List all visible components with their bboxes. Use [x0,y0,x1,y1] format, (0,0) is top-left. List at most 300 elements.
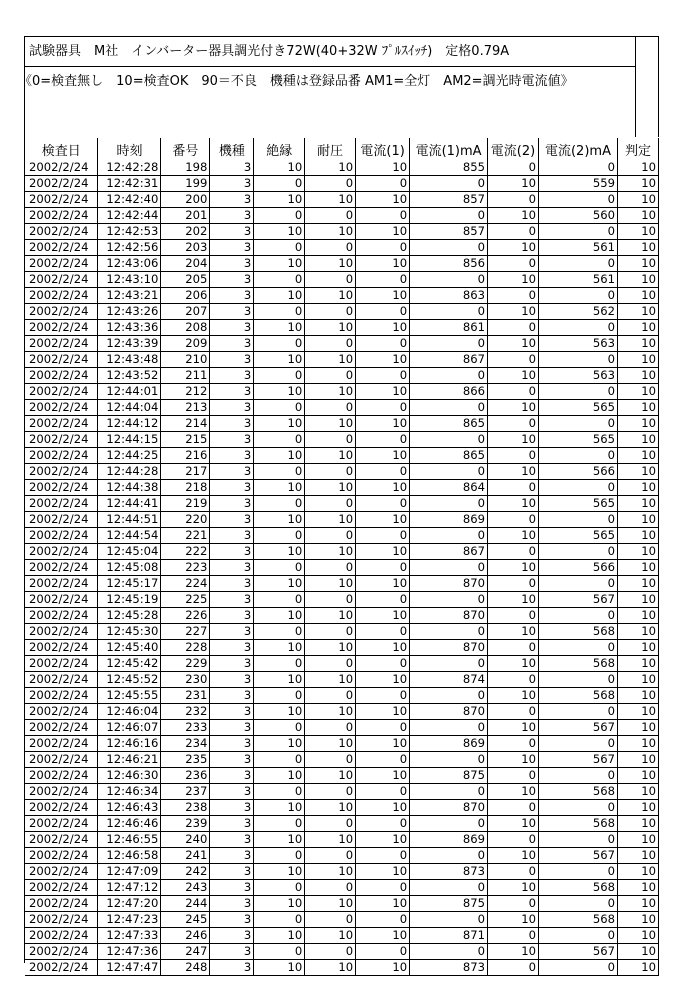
table-cell: 0 [488,576,539,592]
table-cell: 3 [210,624,254,640]
table-cell: 12:44:12 [98,416,161,432]
table-cell: 2002/2/24 [25,848,98,864]
table-cell: 870 [410,576,488,592]
table-cell: 3 [210,176,254,192]
table-cell: 12:46:46 [98,816,161,832]
table-cell: 12:45:42 [98,656,161,672]
table-cell: 2002/2/24 [25,400,98,416]
table-cell: 861 [410,320,488,336]
column-header: 電流(1) [356,138,410,160]
table-cell: 2002/2/24 [25,528,98,544]
table-cell: 10 [356,544,410,560]
sheet-title: 試験器具 M社 インバーター器具調光付き72W(40+32W ﾌﾟﾙｽｲｯﾁ) 定格0.79A [25,37,635,67]
table-cell: 10 [488,368,539,384]
table-cell: 2002/2/24 [25,496,98,512]
table-cell: 10 [617,800,658,816]
table-cell: 2002/2/24 [25,768,98,784]
column-header: 判定 [617,138,658,160]
table-cell: 10 [254,928,305,944]
table-cell: 10 [617,928,658,944]
table-cell: 568 [539,624,618,640]
table-cell: 3 [210,784,254,800]
table-cell: 10 [356,800,410,816]
table-cell: 10 [356,256,410,272]
table-cell: 0 [488,608,539,624]
table-cell: 10 [305,832,356,848]
table-cell: 0 [488,768,539,784]
table-cell: 0 [305,368,356,384]
table-cell: 10 [305,512,356,528]
table-cell: 2002/2/24 [25,960,98,976]
table-cell: 10 [305,384,356,400]
table-row [25,272,659,288]
table-cell: 3 [210,832,254,848]
table-cell: 0 [305,208,356,224]
table-cell: 244 [161,896,210,912]
table-cell: 0 [488,480,539,496]
table-cell: 12:45:52 [98,672,161,688]
table-cell: 0 [488,352,539,368]
table-row [25,480,659,496]
table-cell: 10 [356,224,410,240]
table-header-row [25,138,659,160]
table-cell: 247 [161,944,210,960]
table-row [25,832,659,848]
table-cell: 863 [410,288,488,304]
table-cell: 0 [356,784,410,800]
table-cell: 0 [410,560,488,576]
table-cell: 0 [488,512,539,528]
table-cell: 0 [410,432,488,448]
table-cell: 232 [161,704,210,720]
table-cell: 10 [617,352,658,368]
table-cell: 866 [410,384,488,400]
table-cell: 0 [410,720,488,736]
table-cell: 0 [305,912,356,928]
table-cell: 10 [617,480,658,496]
inspection-table [25,138,659,976]
table-cell: 0 [254,848,305,864]
table-cell: 10 [617,368,658,384]
table-cell: 10 [356,736,410,752]
table-cell: 567 [539,720,618,736]
table-cell: 236 [161,768,210,784]
table-cell: 246 [161,928,210,944]
table-cell: 0 [539,928,618,944]
table-cell: 10 [617,496,658,512]
table-cell: 0 [410,400,488,416]
table-cell: 0 [305,400,356,416]
table-cell: 12:44:01 [98,384,161,400]
table-cell: 0 [410,240,488,256]
table-cell: 568 [539,816,618,832]
table-cell: 228 [161,640,210,656]
table-cell: 10 [488,848,539,864]
table-cell: 568 [539,912,618,928]
table-cell: 3 [210,512,254,528]
table-cell: 0 [410,784,488,800]
table-row [25,208,659,224]
table-cell: 10 [305,864,356,880]
table-cell: 12:43:48 [98,352,161,368]
table-cell: 2002/2/24 [25,560,98,576]
table-cell: 10 [356,480,410,496]
table-row [25,912,659,928]
table-cell: 0 [356,752,410,768]
table-cell: 2002/2/24 [25,880,98,896]
table-cell: 10 [617,784,658,800]
table-cell: 2002/2/24 [25,384,98,400]
table-cell: 10 [356,928,410,944]
table-cell: 12:43:06 [98,256,161,272]
table-row [25,880,659,896]
table-cell: 10 [488,240,539,256]
table-cell: 10 [305,480,356,496]
table-cell: 12:44:41 [98,496,161,512]
table-cell: 3 [210,752,254,768]
table-cell: 0 [356,464,410,480]
table-cell: 0 [356,496,410,512]
table-cell: 2002/2/24 [25,832,98,848]
table-cell: 2002/2/24 [25,240,98,256]
table-cell: 238 [161,800,210,816]
table-cell: 0 [254,720,305,736]
table-cell: 2002/2/24 [25,896,98,912]
table-cell: 217 [161,464,210,480]
table-cell: 0 [488,672,539,688]
table-cell: 0 [539,160,618,176]
table-cell: 871 [410,928,488,944]
column-header: 番号 [161,138,210,160]
table-cell: 0 [254,944,305,960]
table-cell: 10 [488,336,539,352]
table-cell: 563 [539,368,618,384]
table-cell: 10 [488,720,539,736]
table-cell: 0 [356,336,410,352]
table-cell: 0 [356,400,410,416]
table-cell: 0 [356,528,410,544]
table-cell: 10 [617,192,658,208]
table-cell: 2002/2/24 [25,864,98,880]
table-cell: 0 [539,192,618,208]
table-row [25,240,659,256]
table-cell: 0 [410,496,488,512]
table-cell: 0 [305,656,356,672]
table-cell: 567 [539,592,618,608]
table-cell: 0 [410,848,488,864]
table-cell: 3 [210,240,254,256]
table-cell: 2002/2/24 [25,272,98,288]
table-cell: 3 [210,336,254,352]
table-cell: 10 [356,640,410,656]
table-cell: 10 [305,352,356,368]
table-cell: 2002/2/24 [25,352,98,368]
table-cell: 0 [356,272,410,288]
table-cell: 230 [161,672,210,688]
table-row [25,224,659,240]
table-row [25,448,659,464]
table-cell: 2002/2/24 [25,608,98,624]
table-cell: 0 [488,448,539,464]
table-cell: 213 [161,400,210,416]
table-cell: 10 [254,736,305,752]
table-cell: 3 [210,432,254,448]
table-cell: 2002/2/24 [25,224,98,240]
table-cell: 864 [410,480,488,496]
table-cell: 0 [410,464,488,480]
table-cell: 0 [305,336,356,352]
table-cell: 12:47:33 [98,928,161,944]
table-row [25,736,659,752]
table-cell: 10 [254,768,305,784]
table-cell: 10 [488,592,539,608]
table-cell: 12:46:34 [98,784,161,800]
table-cell: 10 [254,384,305,400]
table-cell: 0 [488,384,539,400]
table-cell: 3 [210,384,254,400]
table-cell: 0 [356,368,410,384]
table-cell: 216 [161,448,210,464]
table-cell: 3 [210,688,254,704]
table-cell: 0 [356,304,410,320]
table-cell: 2002/2/24 [25,640,98,656]
table-cell: 222 [161,544,210,560]
table-cell: 10 [254,192,305,208]
table-cell: 3 [210,944,254,960]
table-cell: 0 [410,688,488,704]
table-cell: 0 [305,464,356,480]
table-cell: 561 [539,272,618,288]
table-cell: 10 [254,288,305,304]
table-cell: 204 [161,256,210,272]
table-cell: 0 [539,384,618,400]
table-cell: 3 [210,848,254,864]
table-cell: 10 [305,576,356,592]
table-cell: 10 [254,448,305,464]
table-cell: 10 [254,416,305,432]
table-cell: 568 [539,656,618,672]
table-cell: 2002/2/24 [25,944,98,960]
table-cell: 12:46:30 [98,768,161,784]
table-cell: 0 [488,320,539,336]
table-cell: 212 [161,384,210,400]
table-cell: 857 [410,192,488,208]
table-cell: 12:46:16 [98,736,161,752]
table-cell: 2002/2/24 [25,448,98,464]
table-cell: 3 [210,800,254,816]
table-cell: 0 [305,784,356,800]
table-cell: 10 [488,528,539,544]
table-cell: 233 [161,720,210,736]
table-cell: 12:46:43 [98,800,161,816]
table-cell: 10 [617,624,658,640]
table-cell: 0 [254,688,305,704]
table-cell: 0 [488,224,539,240]
table-cell: 0 [539,896,618,912]
table-cell: 10 [254,960,305,976]
table-cell: 0 [254,656,305,672]
table-cell: 10 [356,192,410,208]
table-cell: 198 [161,160,210,176]
table-cell: 10 [488,560,539,576]
column-header: 電流(2) [488,138,539,160]
table-row [25,464,659,480]
table-cell: 10 [617,304,658,320]
table-cell: 10 [617,880,658,896]
table-cell: 0 [488,736,539,752]
column-header: 電流(1)mA [410,138,488,160]
table-cell: 0 [488,544,539,560]
table-cell: 0 [410,880,488,896]
column-header: 機種 [210,138,254,160]
table-cell: 10 [305,928,356,944]
table-cell: 0 [356,624,410,640]
table-cell: 10 [254,352,305,368]
table-cell: 205 [161,272,210,288]
table-cell: 3 [210,912,254,928]
table-cell: 0 [410,816,488,832]
table-cell: 0 [539,960,618,976]
table-cell: 10 [617,336,658,352]
table-cell: 10 [305,768,356,784]
table-cell: 0 [254,400,305,416]
table-cell: 0 [539,416,618,432]
table-cell: 12:43:26 [98,304,161,320]
table-cell: 10 [617,816,658,832]
table-cell: 0 [539,736,618,752]
table-cell: 2002/2/24 [25,800,98,816]
table-cell: 2002/2/24 [25,512,98,528]
table-row [25,720,659,736]
table-cell: 0 [254,880,305,896]
table-cell: 2002/2/24 [25,368,98,384]
table-cell: 3 [210,192,254,208]
table-cell: 10 [617,720,658,736]
table-cell: 200 [161,192,210,208]
table-cell: 234 [161,736,210,752]
table-cell: 12:45:28 [98,608,161,624]
table-cell: 0 [410,208,488,224]
table-cell: 3 [210,224,254,240]
table-cell: 0 [254,496,305,512]
table-cell: 0 [356,560,410,576]
table-cell: 0 [254,304,305,320]
table-cell: 10 [617,672,658,688]
table-cell: 0 [410,176,488,192]
table-cell: 0 [254,272,305,288]
table-cell: 218 [161,480,210,496]
table-row [25,848,659,864]
table-cell: 209 [161,336,210,352]
table-cell: 210 [161,352,210,368]
table-cell: 0 [410,336,488,352]
table-cell: 2002/2/24 [25,720,98,736]
table-cell: 10 [617,832,658,848]
table-cell: 220 [161,512,210,528]
table-cell: 0 [356,880,410,896]
table-cell: 12:45:17 [98,576,161,592]
table-cell: 10 [617,864,658,880]
table-cell: 0 [488,704,539,720]
table-cell: 0 [356,944,410,960]
table-cell: 0 [305,624,356,640]
table-cell: 10 [617,448,658,464]
table-cell: 3 [210,480,254,496]
table-cell: 0 [539,768,618,784]
table-cell: 10 [305,608,356,624]
table-row [25,416,659,432]
table-cell: 2002/2/24 [25,752,98,768]
table-cell: 10 [617,176,658,192]
table-cell: 867 [410,352,488,368]
table-cell: 565 [539,432,618,448]
table-cell: 0 [254,368,305,384]
table-cell: 0 [305,304,356,320]
table-cell: 0 [488,416,539,432]
table-cell: 12:45:55 [98,688,161,704]
table-cell: 0 [539,224,618,240]
table-row [25,688,659,704]
table-row [25,656,659,672]
table-cell: 0 [488,832,539,848]
table-cell: 10 [305,320,356,336]
table-cell: 0 [254,528,305,544]
table-cell: 2002/2/24 [25,592,98,608]
table-cell: 10 [305,736,356,752]
table-cell: 10 [617,320,658,336]
table-cell: 2002/2/24 [25,624,98,640]
table-cell: 10 [254,224,305,240]
column-header: 時刻 [98,138,161,160]
table-cell: 10 [356,832,410,848]
table-cell: 865 [410,416,488,432]
table-cell: 10 [617,656,658,672]
table-cell: 10 [617,160,658,176]
table-cell: 3 [210,672,254,688]
table-cell: 10 [617,224,658,240]
table-cell: 0 [305,848,356,864]
table-cell: 2002/2/24 [25,464,98,480]
table-cell: 568 [539,784,618,800]
table-cell: 10 [356,288,410,304]
table-cell: 10 [356,672,410,688]
table-cell: 10 [488,400,539,416]
inspection-sheet [19,36,659,974]
table-cell: 10 [617,912,658,928]
table-row [25,160,659,176]
table-cell: 0 [488,896,539,912]
table-cell: 10 [254,512,305,528]
table-cell: 2002/2/24 [25,320,98,336]
table-cell: 12:42:44 [98,208,161,224]
table-cell: 2002/2/24 [25,208,98,224]
table-cell: 10 [488,912,539,928]
table-row [25,256,659,272]
table-cell: 2002/2/24 [25,304,98,320]
table-cell: 10 [488,816,539,832]
table-cell: 855 [410,160,488,176]
table-cell: 12:46:07 [98,720,161,736]
table-cell: 3 [210,256,254,272]
table-cell: 12:42:56 [98,240,161,256]
table-row [25,752,659,768]
table-row [25,944,659,960]
table-row [25,768,659,784]
table-cell: 3 [210,496,254,512]
table-cell: 875 [410,896,488,912]
legend-note: 《0=検査無し 10=検査OK 90＝不良 機種は登録品番 AM1=全灯 AM2=調光時電流値》 [19,74,574,89]
table-cell: 10 [617,944,658,960]
